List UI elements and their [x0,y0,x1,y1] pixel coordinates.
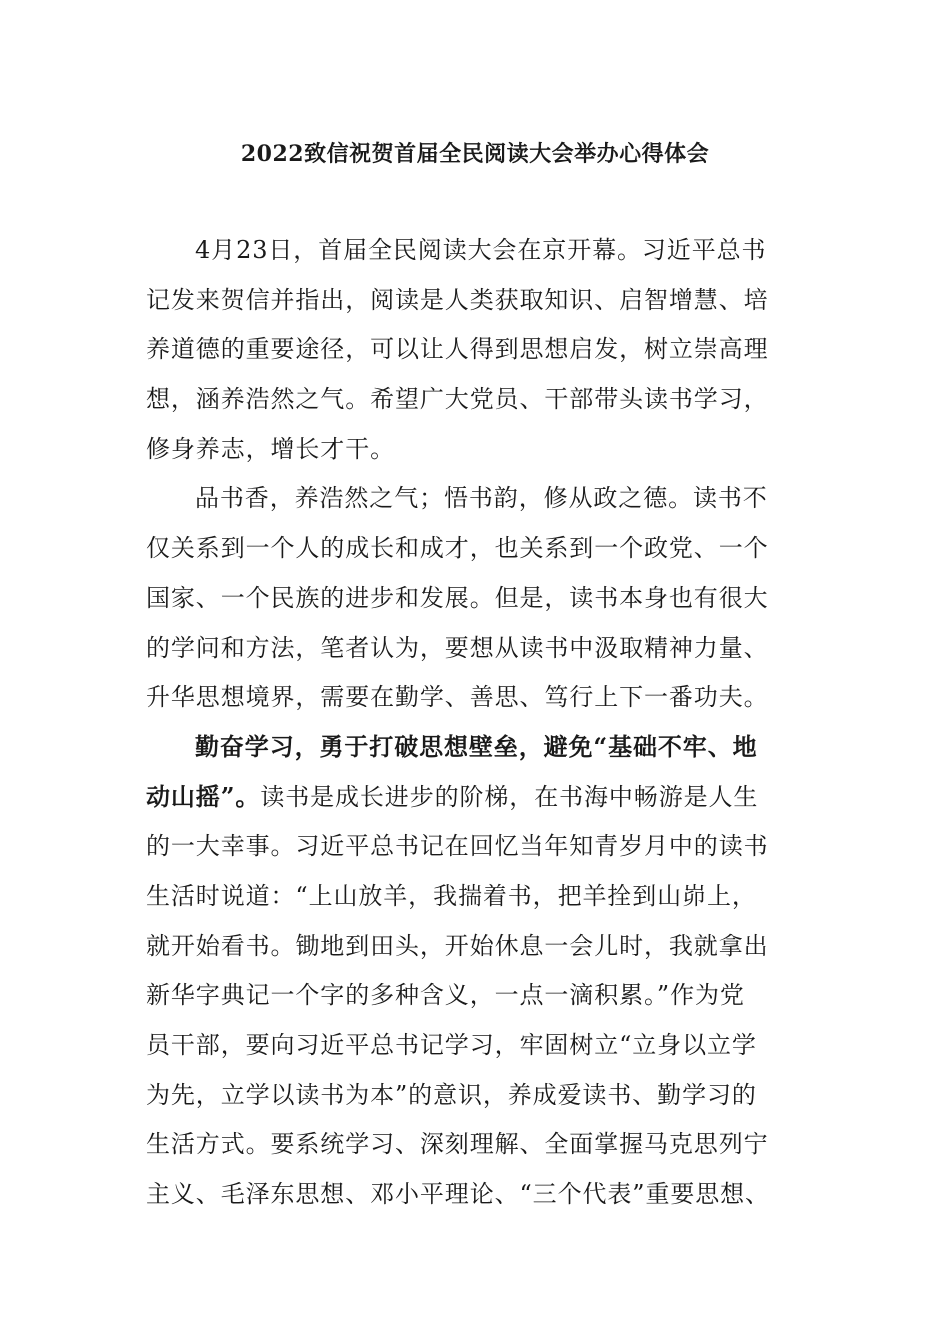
text-line [146,381,806,431]
text-line [146,977,806,1027]
document-title: 2022致信祝贺首届全民阅读大会举办心得体会 [240,141,710,167]
document-body [146,232,806,1226]
text-segment: 的一大幸事。习近平总书记在回忆当年知青岁月中的读书 [146,832,769,861]
text-segment: 4月23日，首届全民阅读大会在京开幕。习近平总书 [195,236,767,264]
bold-text-segment: 勤奋学习，勇于打破思想壁垒，避免“基础不牢、地 [195,731,758,761]
text-segment: 养道德的重要途径，可以让人得到思想启发，树立崇高理 [146,335,769,364]
text-segment: 想，涵养浩然之气。希望广大党员、干部带头读书学习， [146,385,769,414]
text-segment: 就开始看书。锄地到田头，开始休息一会儿时，我就拿出 [146,931,769,960]
text-segment: 生活方式。要系统学习、深刻理解、全面掌握马克思列宁 [146,1130,769,1159]
text-line [146,1077,806,1127]
text-line [146,1176,806,1226]
text-line [146,779,806,829]
text-line [146,580,806,630]
text-segment: 员干部，要向习近平总书记学习，牢固树立“立身以立学 [146,1031,757,1059]
text-line [146,282,806,332]
text-line [146,530,806,580]
text-segment: 品书香，养浩然之气；悟书韵，修从政之德。读书不 [195,484,768,513]
text-segment: 生活时说道：“上山放羊，我揣着书，把羊拴到山峁上， [146,881,757,910]
text-segment: 新华字典记一个字的多种含义，一点一滴积累。”作为党 [146,981,745,1010]
text-line [146,1126,806,1176]
text-segment: 的学问和方法，笔者认为，要想从读书中汲取精神力量、 [146,633,769,662]
text-line [146,232,806,282]
text-line [146,679,806,729]
text-line [146,431,806,481]
text-line [146,928,806,978]
text-line [146,878,806,928]
text-segment: 修身养志，增长才干。 [146,434,395,463]
text-line [146,331,806,381]
text-line [146,630,806,680]
text-line [146,480,806,530]
text-segment: 主义、毛泽东思想、邓小平理论、“三个代表”重要思想、 [146,1180,770,1209]
text-segment: 为先，立学以读书为本”的意识，养成爱读书、勤学习的 [146,1080,757,1109]
text-segment: 记发来贺信并指出，阅读是人类获取知识、启智增慧、培 [146,285,769,314]
text-line [146,1027,806,1077]
text-line [146,828,806,878]
text-segment: 读书是成长进步的阶梯，在书海中畅游是人生 [260,782,759,811]
text-segment: 仅关系到一个人的成长和成才，也关系到一个政党、一个 [146,534,769,563]
text-segment: 升华思想境界，需要在勤学、善思、笃行上下一番功夫。 [146,683,769,712]
bold-text-segment: 动山摇”。 [146,781,261,811]
text-line [146,729,806,779]
text-segment: 国家、一个民族的进步和发展。但是，读书本身也有很大 [146,583,769,612]
